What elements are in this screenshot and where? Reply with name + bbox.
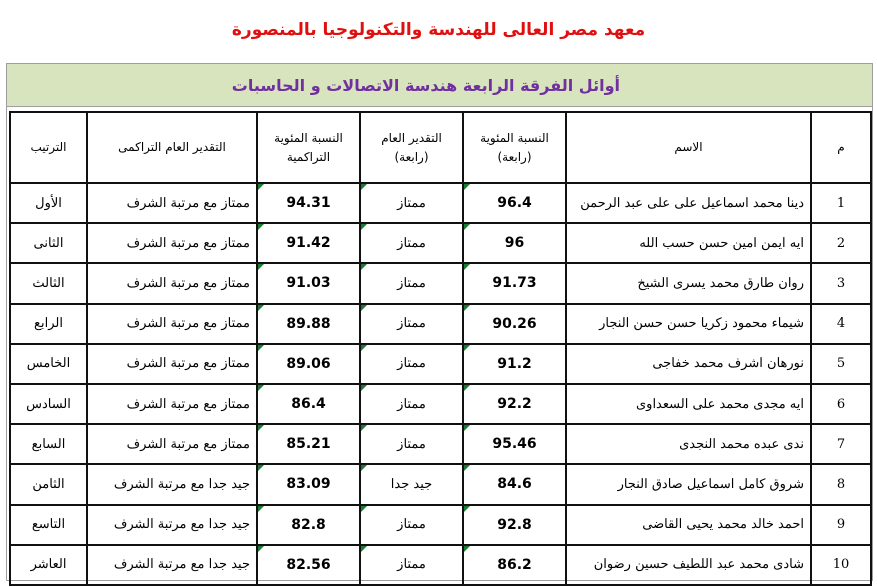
- cell-grade: ممتاز: [360, 424, 463, 464]
- cell-name: ندى عبده محمد النجدى: [566, 424, 811, 464]
- cell-cum-pct: 89.88: [257, 304, 360, 344]
- cell-cum-pct: 91.03: [257, 263, 360, 303]
- cell-cum-pct: 82.8: [257, 505, 360, 545]
- cell-cum-pct: 83.09: [257, 464, 360, 504]
- cell-cum-pct: 91.42: [257, 223, 360, 263]
- cell-name: شروق كامل اسماعيل صادق النجار: [566, 464, 811, 504]
- cell-cum-grade: ممتاز مع مرتبة الشرف: [87, 304, 257, 344]
- cell-pct: 84.6: [463, 464, 566, 504]
- header-cum-grade: التقدير العام التراكمى: [87, 112, 257, 183]
- header-cum-pct: [257, 112, 360, 183]
- header-pct-line2: (رابعة): [497, 149, 532, 164]
- cell-cum-grade: جيد جدا مع مرتبة الشرف: [87, 464, 257, 504]
- cell-num: 1: [811, 183, 871, 223]
- cell-cum-pct: 82.56: [257, 545, 360, 585]
- header-row: [10, 112, 871, 183]
- cell-num: 4: [811, 304, 871, 344]
- cell-cum-grade: ممتاز مع مرتبة الشرف: [87, 384, 257, 424]
- header-pct-line1: النسبة المئوية: [480, 130, 549, 145]
- cell-rank: الأول: [10, 183, 87, 223]
- header-pct: [463, 112, 566, 183]
- cell-pct: 86.2: [463, 545, 566, 585]
- cell-cum-grade: ممتاز مع مرتبة الشرف: [87, 183, 257, 223]
- cell-grade: جيد جدا: [360, 464, 463, 504]
- cell-num: 6: [811, 384, 871, 424]
- cell-cum-grade: جيد جدا مع مرتبة الشرف: [87, 545, 257, 585]
- cell-pct: 92.2: [463, 384, 566, 424]
- cell-grade: ممتاز: [360, 183, 463, 223]
- cell-grade: ممتاز: [360, 304, 463, 344]
- cell-cum-grade: جيد جدا مع مرتبة الشرف: [87, 505, 257, 545]
- cell-grade: ممتاز: [360, 505, 463, 545]
- cell-rank: الثالث: [10, 263, 87, 303]
- cell-rank: الثانى: [10, 223, 87, 263]
- cell-cum-grade: ممتاز مع مرتبة الشرف: [87, 263, 257, 303]
- table-row: [10, 545, 871, 585]
- cell-pct: 91.73: [463, 263, 566, 303]
- cell-name: احمد خالد محمد يحيى القاضى: [566, 505, 811, 545]
- table-body: [10, 183, 871, 585]
- cell-grade: ممتاز: [360, 545, 463, 585]
- cell-grade: ممتاز: [360, 344, 463, 384]
- table-row: [10, 464, 871, 504]
- cell-name: نورهان اشرف محمد خفاجى: [566, 344, 811, 384]
- cell-num: 5: [811, 344, 871, 384]
- cell-pct: 92.8: [463, 505, 566, 545]
- cell-cum-pct: 94.31: [257, 183, 360, 223]
- cell-name: ايه ايمن امين حسن حسب الله: [566, 223, 811, 263]
- cell-cum-pct: 85.21: [257, 424, 360, 464]
- cell-num: 8: [811, 464, 871, 504]
- cell-pct: 95.46: [463, 424, 566, 464]
- cell-cum-grade: ممتاز مع مرتبة الشرف: [87, 424, 257, 464]
- cell-rank: التاسع: [10, 505, 87, 545]
- banner-title: أوائل الفرقة الرابعة هندسة الاتصالات و الحاسبات: [7, 64, 872, 107]
- cell-rank: الرابع: [10, 304, 87, 344]
- cell-pct: 96.4: [463, 183, 566, 223]
- header-name: الاسم: [566, 112, 811, 183]
- cell-name: روان طارق محمد يسرى الشيخ: [566, 263, 811, 303]
- header-cum-pct-line1: النسبة المئوية: [274, 130, 343, 145]
- cell-rank: العاشر: [10, 545, 87, 585]
- header-grade-line2: (رابعة): [394, 149, 429, 164]
- table-row: [10, 304, 871, 344]
- cell-rank: السابع: [10, 424, 87, 464]
- results-sheet: [6, 63, 873, 581]
- page-title: معهد مصر العالى للهندسة والتكنولوجيا بالمنصورة: [231, 20, 646, 40]
- table-row: [10, 505, 871, 545]
- table-row: [10, 424, 871, 464]
- cell-num: 10: [811, 545, 871, 585]
- cell-grade: ممتاز: [360, 223, 463, 263]
- header-rank: الترتيب: [10, 112, 87, 183]
- header-grade-line1: التقدير العام: [381, 130, 442, 145]
- cell-name: ايه مجدى محمد على السعداوى: [566, 384, 811, 424]
- cell-num: 7: [811, 424, 871, 464]
- table-row: [10, 223, 871, 263]
- cell-grade: ممتاز: [360, 384, 463, 424]
- cell-name: دينا محمد اسماعيل على على عبد الرحمن: [566, 183, 811, 223]
- results-table: [9, 111, 872, 586]
- cell-rank: الثامن: [10, 464, 87, 504]
- table-row: [10, 263, 871, 303]
- cell-rank: السادس: [10, 384, 87, 424]
- cell-cum-pct: 86.4: [257, 384, 360, 424]
- cell-num: 9: [811, 505, 871, 545]
- cell-cum-grade: ممتاز مع مرتبة الشرف: [87, 223, 257, 263]
- table-row: [10, 183, 871, 223]
- cell-pct: 90.26: [463, 304, 566, 344]
- cell-rank: الخامس: [10, 344, 87, 384]
- header-grade: [360, 112, 463, 183]
- table-row: [10, 384, 871, 424]
- cell-num: 2: [811, 223, 871, 263]
- cell-pct: 96: [463, 223, 566, 263]
- cell-cum-pct: 89.06: [257, 344, 360, 384]
- table-header: [10, 112, 871, 183]
- cell-num: 3: [811, 263, 871, 303]
- cell-grade: ممتاز: [360, 263, 463, 303]
- table-row: [10, 344, 871, 384]
- header-cum-pct-line2: التراكمية: [286, 149, 331, 164]
- header-num: م: [811, 112, 871, 183]
- cell-pct: 91.2: [463, 344, 566, 384]
- cell-name: شادى محمد عبد اللطيف حسين رضوان: [566, 545, 811, 585]
- cell-name: شيماء محمود زكريا حسن حسن النجار: [566, 304, 811, 344]
- cell-cum-grade: ممتاز مع مرتبة الشرف: [87, 344, 257, 384]
